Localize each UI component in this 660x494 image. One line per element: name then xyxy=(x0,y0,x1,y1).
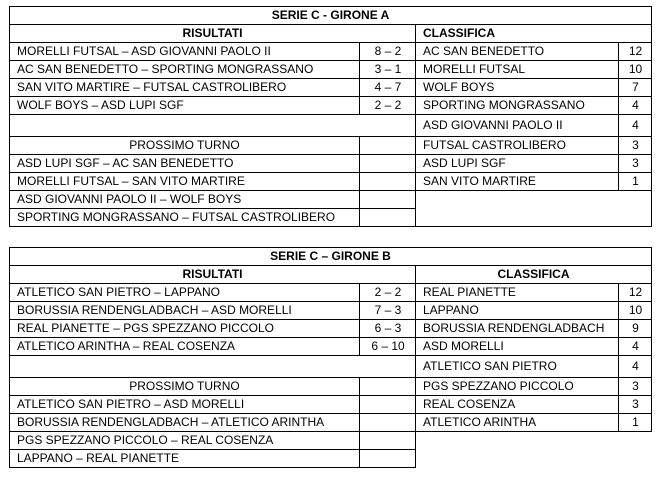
next-match-row xyxy=(9,172,416,191)
team-name: FUTSAL CASTROLIBERO xyxy=(423,138,566,152)
team-name: ATLETICO SAN PIETRO xyxy=(423,359,557,373)
result-row xyxy=(9,42,416,61)
empty-cell xyxy=(359,450,416,467)
next-match-label: SPORTING MONGRASSANO – FUTSAL CASTROLIBERO xyxy=(17,210,336,224)
team-name: ATLETICO ARINTHA xyxy=(423,415,537,429)
match-score: 6 – 10 xyxy=(359,338,416,355)
empty-cell xyxy=(359,378,416,395)
empty-cell xyxy=(359,191,416,208)
team-name: ASD GIOVANNI PAOLO II xyxy=(423,118,563,132)
match-score: 3 – 1 xyxy=(359,61,416,78)
girone-b-classifica-header: CLASSIFICA xyxy=(415,265,652,284)
match-label: AC SAN BENEDETTO – SPORTING MONGRASSANO xyxy=(17,62,314,76)
team-points: 3 xyxy=(618,396,652,413)
team-name: PGS SPEZZANO PICCOLO xyxy=(423,379,574,393)
match-label: ATLETICO SAN PIETRO – LAPPANO xyxy=(17,285,220,299)
girone-a-title: SERIE C - GIRONE A xyxy=(9,6,652,25)
standing-row xyxy=(415,337,652,356)
match-label: ATLETICO ARINTHA – REAL COSENZA xyxy=(17,339,236,353)
next-match-label: PGS SPEZZANO PICCOLO – REAL COSENZA xyxy=(17,433,274,447)
girone-a-classifica-header xyxy=(415,24,652,43)
empty-cell xyxy=(359,209,416,226)
next-match-label: ATLETICO SAN PIETRO – ASD MORELLI xyxy=(17,397,245,411)
next-match-row xyxy=(9,431,416,450)
prossimo-turno-label: PROSSIMO TURNO xyxy=(129,138,240,152)
next-match-label: ASD LUPI SGF – AC SAN BENEDETTO xyxy=(17,156,234,170)
match-label: REAL PIANETTE – PGS SPEZZANO PICCOLO xyxy=(17,321,274,335)
team-points: 7 xyxy=(618,79,652,96)
team-points: 12 xyxy=(618,43,652,60)
team-name: LAPPANO xyxy=(423,303,479,317)
match-score: 4 – 7 xyxy=(359,79,416,96)
standing-row xyxy=(415,413,652,432)
next-match-row xyxy=(9,449,416,468)
team-points: 10 xyxy=(618,302,652,319)
result-row xyxy=(9,78,416,97)
standing-row xyxy=(415,377,652,396)
match-score: 2 – 2 xyxy=(359,284,416,301)
team-name: ASD LUPI SGF xyxy=(423,156,506,170)
match-score: 2 – 2 xyxy=(359,97,416,114)
team-points: 4 xyxy=(618,338,652,355)
next-match-row xyxy=(9,413,416,432)
team-points: 9 xyxy=(618,320,652,337)
team-points: 3 xyxy=(618,155,652,172)
standing-row xyxy=(415,96,652,115)
girone-b-title: SERIE C – GIRONE B xyxy=(9,247,652,266)
next-match-label: BORUSSIA RENDENGLADBACH – ATLETICO ARINTHA xyxy=(17,415,325,429)
team-name: BORUSSIA RENDENGLADBACH xyxy=(423,321,605,335)
empty-cell xyxy=(359,396,416,413)
standing-row xyxy=(415,319,652,338)
match-label: WOLF BOYS – ASD LUPI SGF xyxy=(17,98,184,112)
next-match-row xyxy=(9,190,416,209)
prossimo-turno-label: PROSSIMO TURNO xyxy=(129,379,240,393)
team-name: ASD MORELLI xyxy=(423,339,504,353)
next-match-row xyxy=(9,395,416,414)
team-points: 3 xyxy=(618,378,652,395)
team-points: 4 xyxy=(618,115,652,136)
standing-row xyxy=(415,283,652,302)
empty-cell xyxy=(359,432,416,449)
empty-cell xyxy=(359,155,416,172)
empty-cell xyxy=(359,173,416,190)
team-points: 4 xyxy=(618,97,652,114)
spacer-row xyxy=(9,114,416,137)
team-name: REAL PIANETTE xyxy=(423,285,516,299)
standing-row xyxy=(415,136,652,155)
match-score: 6 – 3 xyxy=(359,320,416,337)
result-row xyxy=(9,60,416,79)
girone-b-table xyxy=(9,247,652,472)
next-match-row xyxy=(9,208,416,227)
team-points: 10 xyxy=(618,61,652,78)
standing-row xyxy=(415,355,652,378)
team-points: 3 xyxy=(618,137,652,154)
match-label: BORUSSIA RENDENGLADBACH – ASD MORELLI xyxy=(17,303,292,317)
result-row xyxy=(9,301,416,320)
standing-row xyxy=(415,42,652,61)
team-points: 4 xyxy=(618,356,652,377)
match-score: 7 – 3 xyxy=(359,302,416,319)
team-name: MORELLI FUTSAL xyxy=(423,62,526,76)
team-points: 1 xyxy=(618,414,652,431)
next-match-label: MORELLI FUTSAL – SAN VITO MARTIRE xyxy=(17,174,245,188)
next-match-label: LAPPANO – REAL PIANETTE xyxy=(17,451,180,465)
standing-row xyxy=(415,301,652,320)
girone-a-classifica-label: CLASSIFICA xyxy=(423,26,495,40)
team-points: 1 xyxy=(618,173,652,190)
standing-row xyxy=(415,60,652,79)
match-label: SAN VITO MARTIRE – FUTSAL CASTROLIBERO xyxy=(17,80,287,94)
empty-cell xyxy=(359,414,416,431)
team-name: REAL COSENZA xyxy=(423,397,516,411)
standing-row xyxy=(415,395,652,414)
team-name: WOLF BOYS xyxy=(423,80,495,94)
standing-row xyxy=(415,172,652,191)
empty-cell xyxy=(359,137,416,154)
team-name: AC SAN BENEDETTO xyxy=(423,44,545,58)
girone-a-table xyxy=(9,6,652,231)
team-points: 12 xyxy=(618,284,652,301)
standing-empty-block xyxy=(415,190,652,227)
team-name: SAN VITO MARTIRE xyxy=(423,174,536,188)
prossimo-turno-header xyxy=(9,136,416,155)
standing-row xyxy=(415,114,652,137)
standing-row xyxy=(415,154,652,173)
match-score: 8 – 2 xyxy=(359,43,416,60)
result-row xyxy=(9,96,416,115)
spacer-row xyxy=(9,355,416,378)
match-label: MORELLI FUTSAL – ASD GIOVANNI PAOLO II xyxy=(17,44,271,58)
result-row xyxy=(9,337,416,356)
next-match-row xyxy=(9,154,416,173)
girone-b-risultati-header: RISULTATI xyxy=(9,265,416,284)
result-row xyxy=(9,319,416,338)
next-match-label: ASD GIOVANNI PAOLO II – WOLF BOYS xyxy=(17,192,242,206)
team-name: SPORTING MONGRASSANO xyxy=(423,98,585,112)
prossimo-turno-header xyxy=(9,377,416,396)
girone-a-risultati-header: RISULTATI xyxy=(9,24,416,43)
standing-row xyxy=(415,78,652,97)
result-row xyxy=(9,283,416,302)
